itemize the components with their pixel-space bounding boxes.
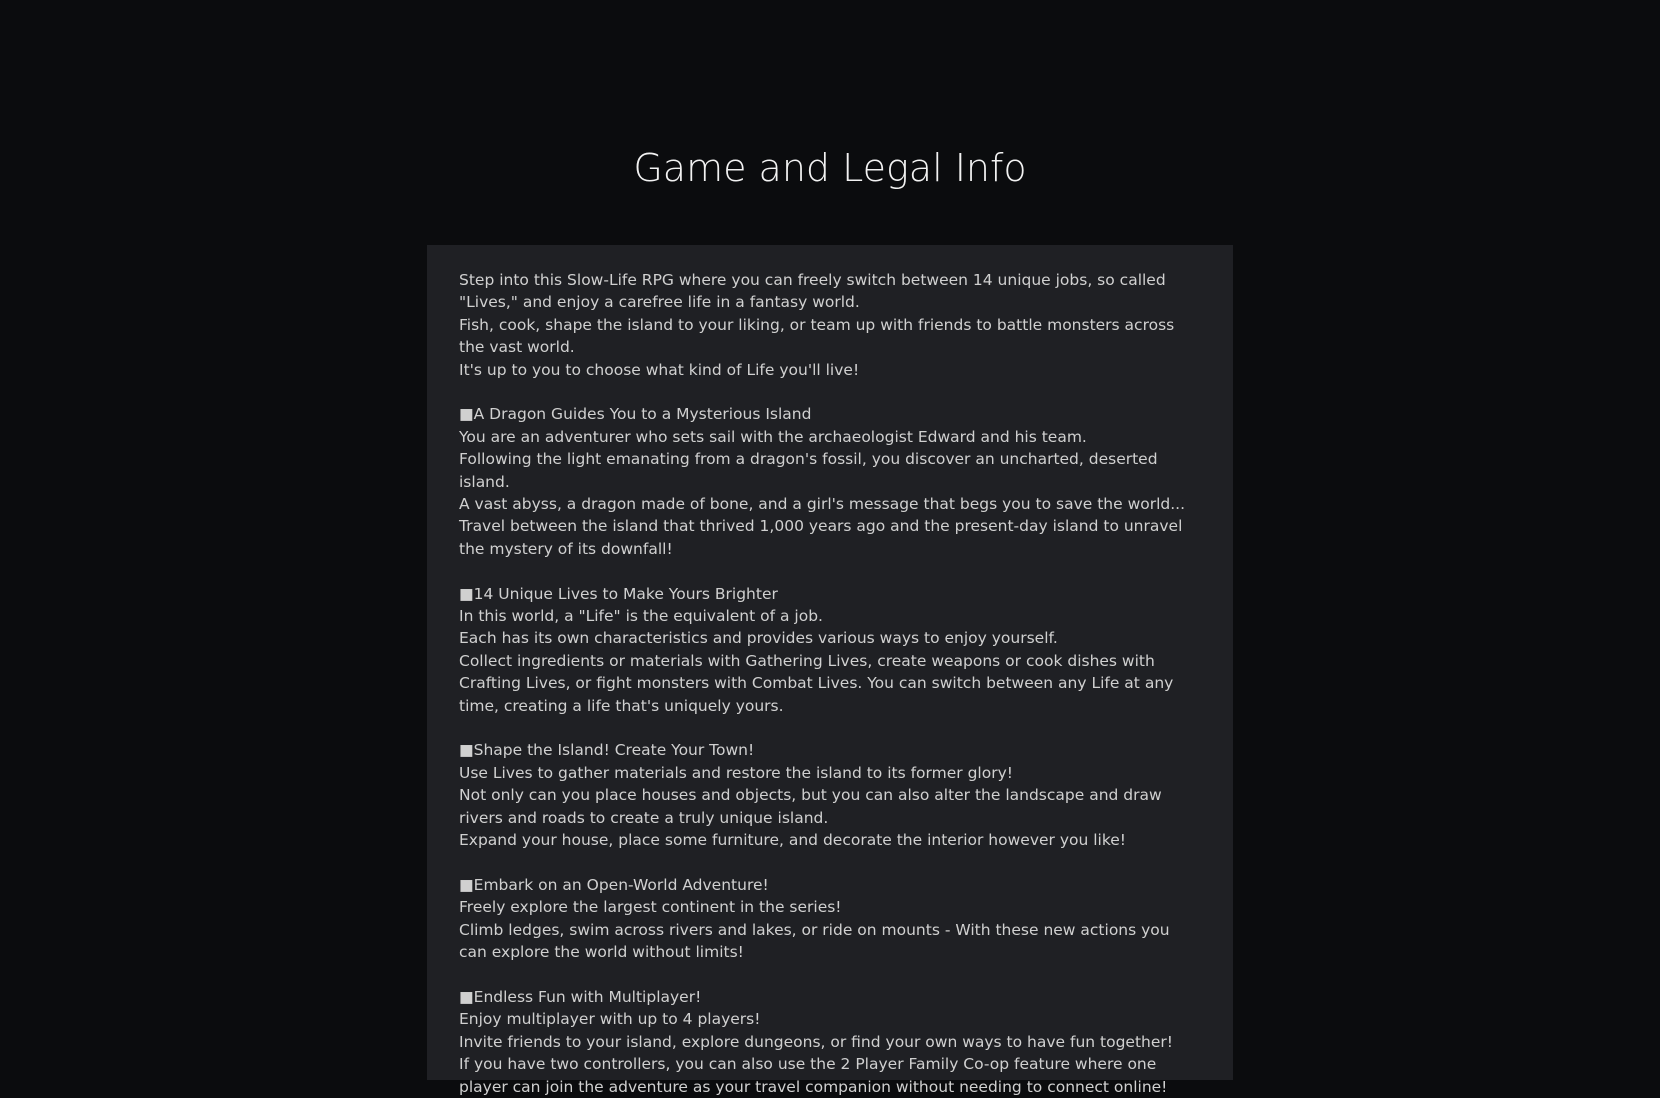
- section-unique-lives: [459, 583, 1201, 717]
- section-line: You are an adventurer who sets sail with the archaeologist Edward and his team.: [459, 427, 1087, 446]
- section-line: A vast abyss, a dragon made of bone, and a girl's message that begs you to save the world...: [459, 495, 1186, 514]
- section-open-world: [459, 874, 1201, 964]
- intro-paragraph: [459, 269, 1201, 381]
- section-heading: ■Shape the Island! Create Your Town!: [459, 741, 755, 760]
- section-line: Climb ledges, swim across rivers and lakes, or ride on mounts - With these new actions you can explore the world without limits!: [459, 920, 1170, 962]
- section-heading: ■Endless Fun with Multiplayer!: [459, 987, 702, 1006]
- info-panel[interactable]: [427, 245, 1233, 1096]
- description-text: [427, 245, 1233, 1098]
- section-line: Collect ingredients or materials with Gathering Lives, create weapons or cook dishes with Crafting Lives, or fight monsters with Combat Lives. You can switch between any Life at any time, creating a life that's uniquely yours.: [459, 651, 1174, 715]
- section-line: In this world, a "Life" is the equivalent of a job.: [459, 607, 823, 626]
- section-line: Travel between the island that thrived 1,000 years ago and the present-day island to unravel the mystery of its downfall!: [459, 517, 1183, 558]
- intro-line: Step into this Slow-Life RPG where you can freely switch between 14 unique jobs, so called "Lives," and enjoy a carefree life in a fantasy world.: [459, 271, 1166, 312]
- intro-line: Fish, cook, shape the island to your liking, or team up with friends to battle monsters across the vast world.: [459, 315, 1175, 357]
- section-line: Each has its own characteristics and provides various ways to enjoy yourself.: [459, 629, 1058, 648]
- intro-line: It's up to you to choose what kind of Life you'll live!: [459, 360, 860, 379]
- section-heading: ■14 Unique Lives to Make Yours Brighter: [459, 584, 778, 603]
- page-title: Game and Legal Info: [633, 146, 1027, 190]
- section-line: Freely explore the largest continent in the series!: [459, 898, 842, 917]
- section-line: Invite friends to your island, explore dungeons, or find your own ways to have fun together!: [459, 1032, 1173, 1051]
- section-line: Use Lives to gather materials and restore the island to its former glory!: [459, 763, 1013, 782]
- section-line: If you have two controllers, you can also use the 2 Player Family Co-op feature where one player can join the adventure as your travel companion without needing to connect online!: [459, 1055, 1168, 1096]
- section-heading: ■A Dragon Guides You to a Mysterious Island: [459, 405, 812, 424]
- section-line: Not only can you place houses and objects, but you can also alter the landscape and draw rivers and roads to create a truly unique island.: [459, 786, 1162, 827]
- section-shape-island: [459, 739, 1201, 851]
- section-line: Enjoy multiplayer with up to 4 players!: [459, 1010, 761, 1029]
- section-line: Expand your house, place some furniture, and decorate the interior however you like!: [459, 831, 1127, 850]
- section-line: Following the light emanating from a dragon's fossil, you discover an uncharted, deserted island.: [459, 450, 1158, 491]
- section-multiplayer: [459, 986, 1201, 1098]
- section-dragon-guides: [459, 403, 1201, 560]
- section-heading: ■Embark on an Open-World Adventure!: [459, 875, 769, 894]
